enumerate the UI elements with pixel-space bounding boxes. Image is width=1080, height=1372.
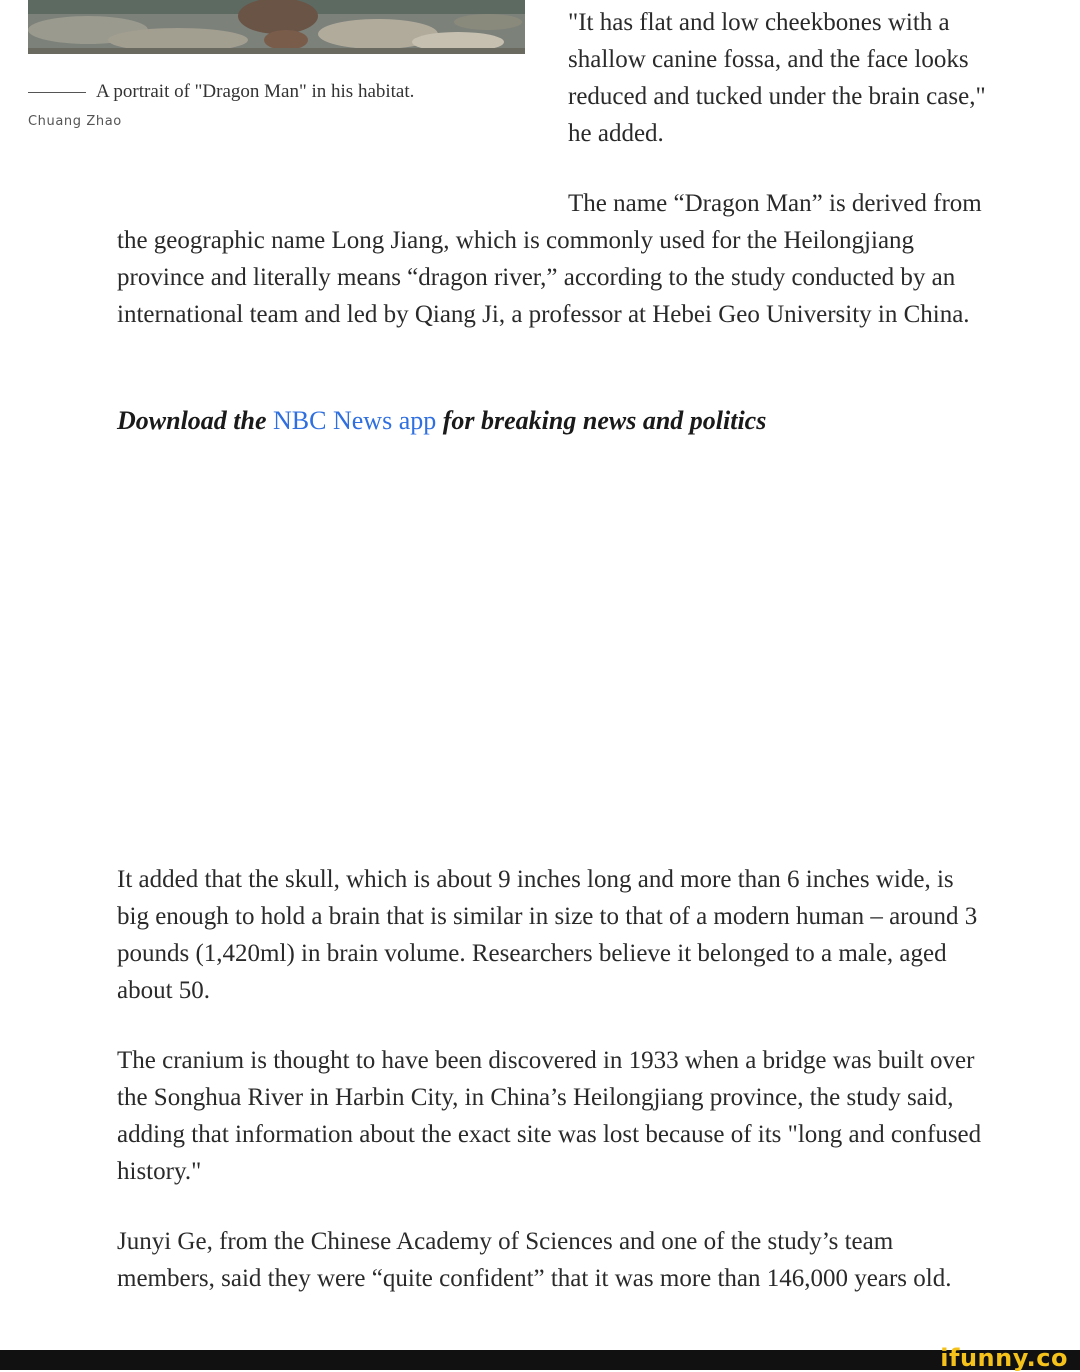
quote-paragraph <box>568 4 988 152</box>
quote-text: "It has flat and low cheekbones with a shallow canine fossa, and the face looks reduced and tucked under the brain case," he added. <box>568 9 986 147</box>
photo-caption-row <box>28 80 528 104</box>
paragraph-4-text: Junyi Ge, from the Chinese Academy of Sciences and one of the study’s team members, said they were “quite confident” that it was more than 146,000 years old. <box>117 1228 952 1292</box>
promo-text-before: Download the <box>117 406 274 435</box>
paragraph-3-text: The cranium is thought to have been discovered in 1933 when a bridge was built over the Songhua River in Harbin City, in China’s Heilongjiang province, the study said, adding that information about the exact site was lost because of its "long and confused history." <box>117 1047 982 1185</box>
promo-text-after: for breaking news and politics <box>436 406 767 435</box>
photo-caption: A portrait of "Dragon Man" in his habitat. <box>96 81 415 102</box>
paragraph-2-text: It added that the skull, which is about 9 inches long and more than 6 inches wide, is big enough to hold a brain that is similar in size to that of a modern human – around 3 pounds (1,420ml) in brain volume. Researchers believe it belonged to a male, aged about 50. <box>117 866 978 1004</box>
article-paragraph-1 <box>117 185 987 333</box>
ifunny-watermark-logo: ifunny.co <box>940 1344 1068 1372</box>
article-paragraph-2 <box>117 861 987 1009</box>
footer-bar <box>0 1350 1080 1370</box>
app-promo <box>117 402 1017 439</box>
habitat-photo-image <box>28 0 525 54</box>
article-paragraph-3 <box>117 1042 987 1190</box>
photo-credit: Chuang Zhao <box>28 114 122 129</box>
article-paragraph-4 <box>117 1223 987 1297</box>
caption-rule <box>28 92 86 93</box>
nbc-news-app-link[interactable]: NBC News app <box>273 406 437 435</box>
paragraph-1-text: The name “Dragon Man” is derived from the geographic name Long Jiang, which is commonly used for the Heilongjiang province and literally means “dragon river,” according to the study conducted by an international team and led by Qiang Ji, a professor at Hebei Geo University in China. <box>117 190 982 328</box>
article-photo <box>28 0 525 54</box>
